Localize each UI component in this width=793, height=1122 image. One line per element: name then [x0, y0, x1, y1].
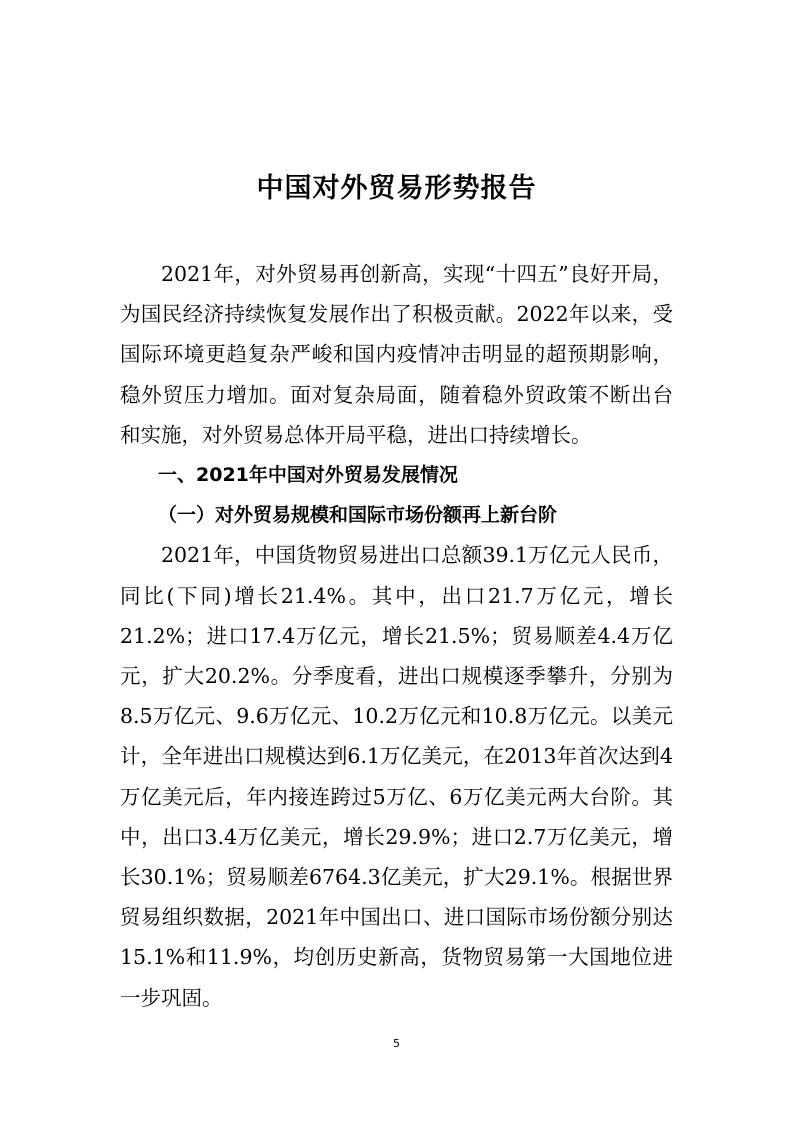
- section-heading: 一、2021年中国对外贸易发展情况: [158, 464, 458, 487]
- page-number: 5: [393, 1037, 400, 1050]
- detail-paragraph: 2021年，中国货物贸易进出口总额39.1万亿元人民币，同比(下同)增长21.4%。其中，出口21.7万亿元，增长21.2%；进口17.4万亿元，增长21.5%；贸易顺差4.4万亿元，扩大20.2%。分季度看，进出口规模逐季攀升，分别为8.5万亿元、9.6万亿元、10.2万亿元和10.8万亿元。以美元计，全年进出口规模达到6.1万亿美元，在2013年首次达到4万亿美元后，年内接连跨过5万亿、6万亿美元两大台阶。其中，出口3.4万亿美元，增长29.9%；进口2.7万亿美元，增长30.1%；贸易顺差6764.3亿美元，扩大29.1%。根据世界贸易组织数据，2021年中国出口、进口国际市场份额分别达15.1%和11.9%，均创历史新高，货物贸易第一大国地位进一步巩固。: [120, 543, 673, 1010]
- subsection-heading: （一）对外贸易规模和国际市场份额再上新台阶: [158, 504, 558, 527]
- document-body: [120, 254, 673, 1018]
- page-title: 中国对外贸易形势报告: [256, 173, 537, 204]
- intro-paragraph: 2021年，对外贸易再创新高，实现“十四五”良好开局，为国民经济持续恢复发展作出了积极贡献。2022年以来，受国际环境更趋复杂严峻和国内疫情冲击明显的超预期影响，稳外贸压力增加。面对复杂局面，随着稳外贸政策不断出台和实施，对外贸易总体开局平稳，进出口持续增长。: [120, 262, 673, 447]
